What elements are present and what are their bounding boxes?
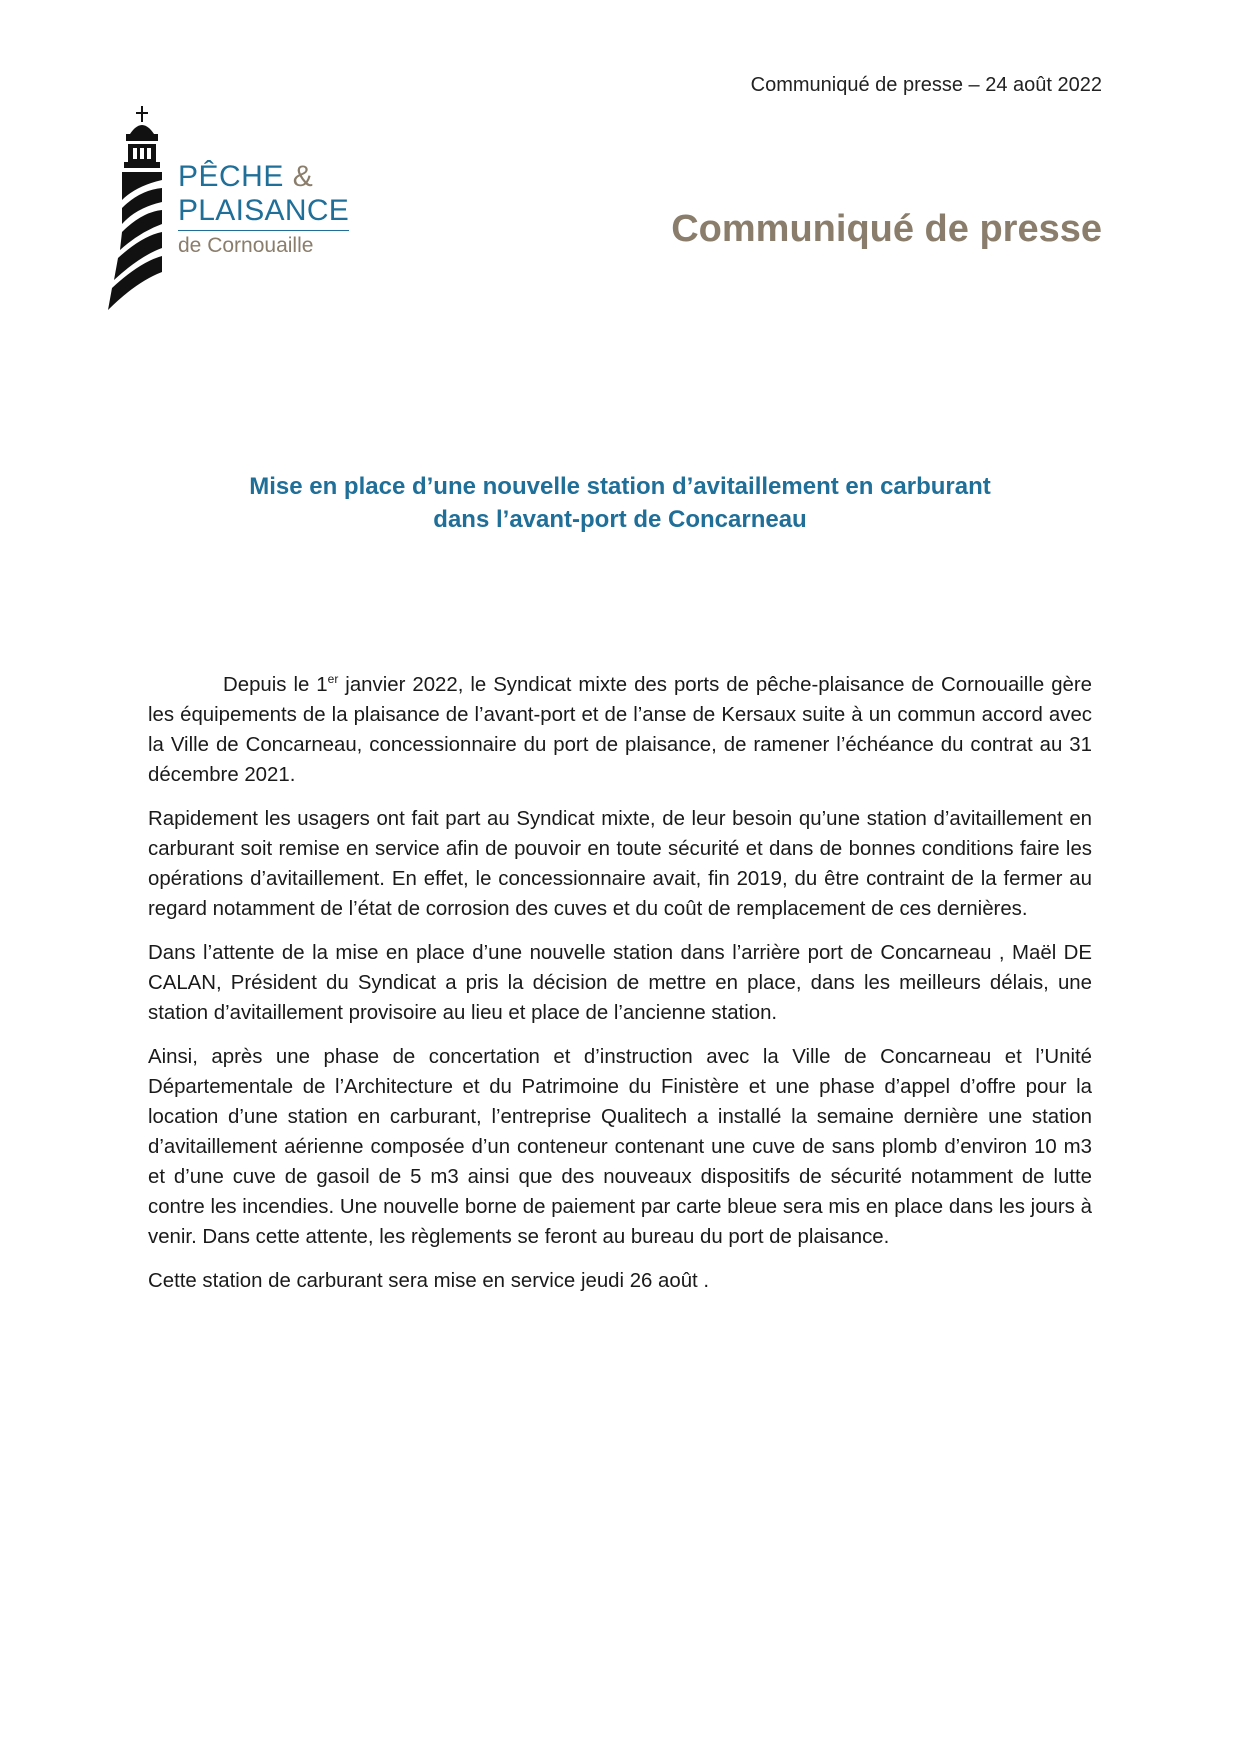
paragraph-3: Dans l’attente de la mise en place d’une nouvelle station dans l’arrière port de Concarneau , Maël DE CALAN, Président du Syndicat a pris la décision de mettre en place, dans les meilleurs délais, une station d’avitaillement provisoire au lieu et place de l’ancienne station. (148, 942, 1092, 1024)
title-line-2: dans l’avant-port de Concarneau (433, 506, 807, 533)
logo-line-peche: PÊCHE & (178, 160, 314, 193)
paragraph-4: Ainsi, après une phase de concertation et d’instruction avec la Ville de Concarneau et l’Unité Départementale de l’Architecture et du Patrimoine du Finistère et une phase d’appel d’offre pour la location d’une station en carburant, l’entreprise Qualitech a installé la semaine dernière une station d’avitaillement aérienne composée d’un conteneur contenant une cuve de sans plomb d’environ 10 m3 et d’une cuve de gasoil de 5 m3 ainsi que des nouveaux dispositifs de sécurité notamment de lutte contre les incendies. Une nouvelle borne de paiement par carte bleue sera mis en place dans les jours à venir. Dans cette attente, les règlements se feront au bureau du port de plaisance. (148, 1046, 1092, 1248)
press-release-date: Communiqué de presse – 24 août 2022 (750, 74, 1102, 96)
press-release-title (150, 470, 1090, 536)
paragraph-1: Depuis le 1er janvier 2022, le Syndicat mixte des ports de pêche-plaisance de Cornouaille gère les équipements de la plaisance de l’avant-port et de l’anse de Kersaux suite à un commun accord avec la Ville de Concarneau, concessionnaire du port de plaisance, de ramener l’échéance du contrat au 31 décembre 2021. (148, 672, 1093, 786)
peche-plaisance-logo (106, 104, 350, 310)
press-release-body (148, 670, 1092, 1310)
lighthouse-icon (106, 104, 186, 310)
logo-line-plaisance: PLAISANCE (178, 196, 349, 231)
document-type-heading: Communiqué de presse (671, 208, 1102, 250)
title-line-1: Mise en place d’une nouvelle station d’avitaillement en carburant (249, 473, 991, 500)
logo-wordmark (178, 162, 349, 256)
paragraph-2: Rapidement les usagers ont fait part au Syndicat mixte, de leur besoin qu’une station d’avitaillement en carburant soit remise en service afin de pouvoir en toute sécurité et dans de bonnes conditions faire les opérations d’avitaillement. En effet, le concessionnaire avait, fin 2019, du être contraint de la fermer au regard notamment de l’état de corrosion des cuves et du coût de remplacement de ces dernières. (148, 808, 1092, 920)
logo-line-cornouaille: de Cornouaille (178, 234, 314, 257)
paragraph-5: Cette station de carburant sera mise en service jeudi 26 août . (148, 1270, 710, 1292)
